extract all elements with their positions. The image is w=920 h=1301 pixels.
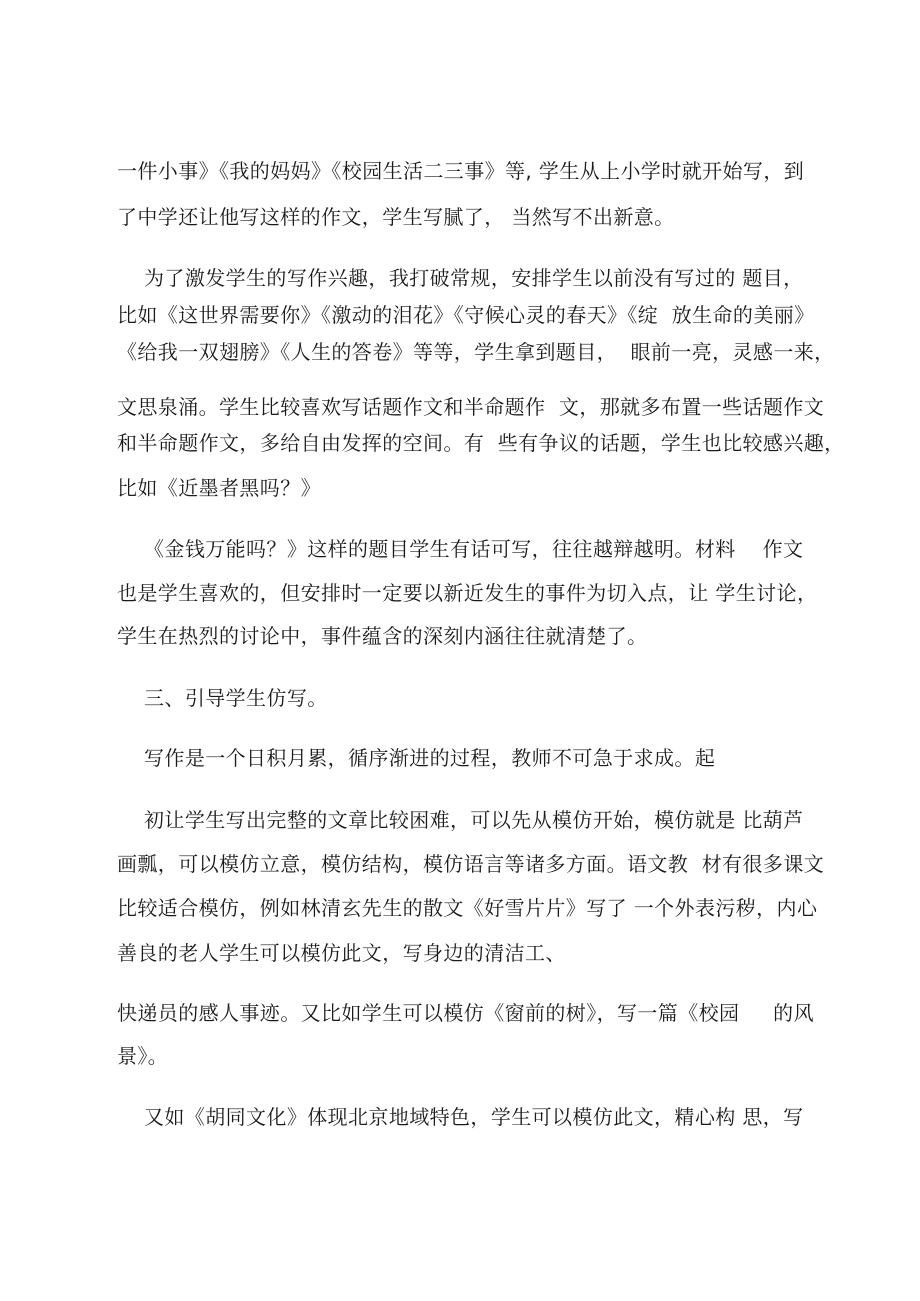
text-line: 快递员的感人事迹。又比如学生可以模仿《窗前的树》，写一篇《校园 的风 [117,1001,814,1025]
text-line: 比如《近墨者黑吗？》 [117,476,321,500]
text-line: 景》。 [117,1044,169,1068]
text-line: 也是学生喜欢的，但安排时一定要以新近发生的事件为切入点，让 学生讨论， [117,581,818,605]
text-line: 比较适合模仿，例如林清玄先生的散文《好雪片片》写了 一个外表污秽，内心 [117,896,818,920]
text-line: 一件小事》《我的妈妈》《校园生活二三事》等, 学生从上小学时就开始写，到 [117,159,805,183]
text-line: 又如《胡同文化》体现北京地域特色，学生可以模仿此文，精心构 思，写 [117,1105,804,1129]
text-line: 学生在热烈的讨论中，事件蕴含的深刻内涵往往就清楚了。 [117,624,648,648]
text-line: 善良的老人学生可以模仿此文，写身边的清洁工、 [117,941,566,965]
text-line: 《给我一双翅膀》《人生的答卷》等等，学生拿到题目， 眼前一亮，灵感一来， [117,340,835,364]
section-heading: 三、引导学生仿写。 [117,686,328,710]
text-line: 为了激发学生的写作兴趣，我打破常规，安排学生以前没有写过的 题目， [117,266,804,290]
text-line: 画瓢，可以模仿立意，模仿结构，模仿语言等诸多方面。语文教 材有很多课文 [117,852,825,876]
text-line: 初让学生写出完整的文章比较困难，可以先从模仿开始，模仿就是 比葫芦 [117,808,804,832]
text-line: 写作是一个日积月累，循序渐进的过程，教师不可急于求成。起 [117,746,716,770]
text-line: 文思泉涌。学生比较喜欢写话题作文和半命题作 文，那就多布置一些话题作文 [117,395,825,419]
text-line: 比如《这世界需要你》《激动的泪花》《守候心灵的春天》《绽 放生命的美丽》 [117,303,815,327]
text-line: 和半命题作文，多给自由发挥的空间。有 些有争议的话题，学生也比较感兴趣， [117,431,845,455]
text-line: 了中学还让他写这样的作文，学生写腻了， 当然写不出新意。 [117,205,675,229]
text-line: 《金钱万能吗？》这样的题目学生有话可写，往往越辩越明。材料 作文 [117,537,804,561]
